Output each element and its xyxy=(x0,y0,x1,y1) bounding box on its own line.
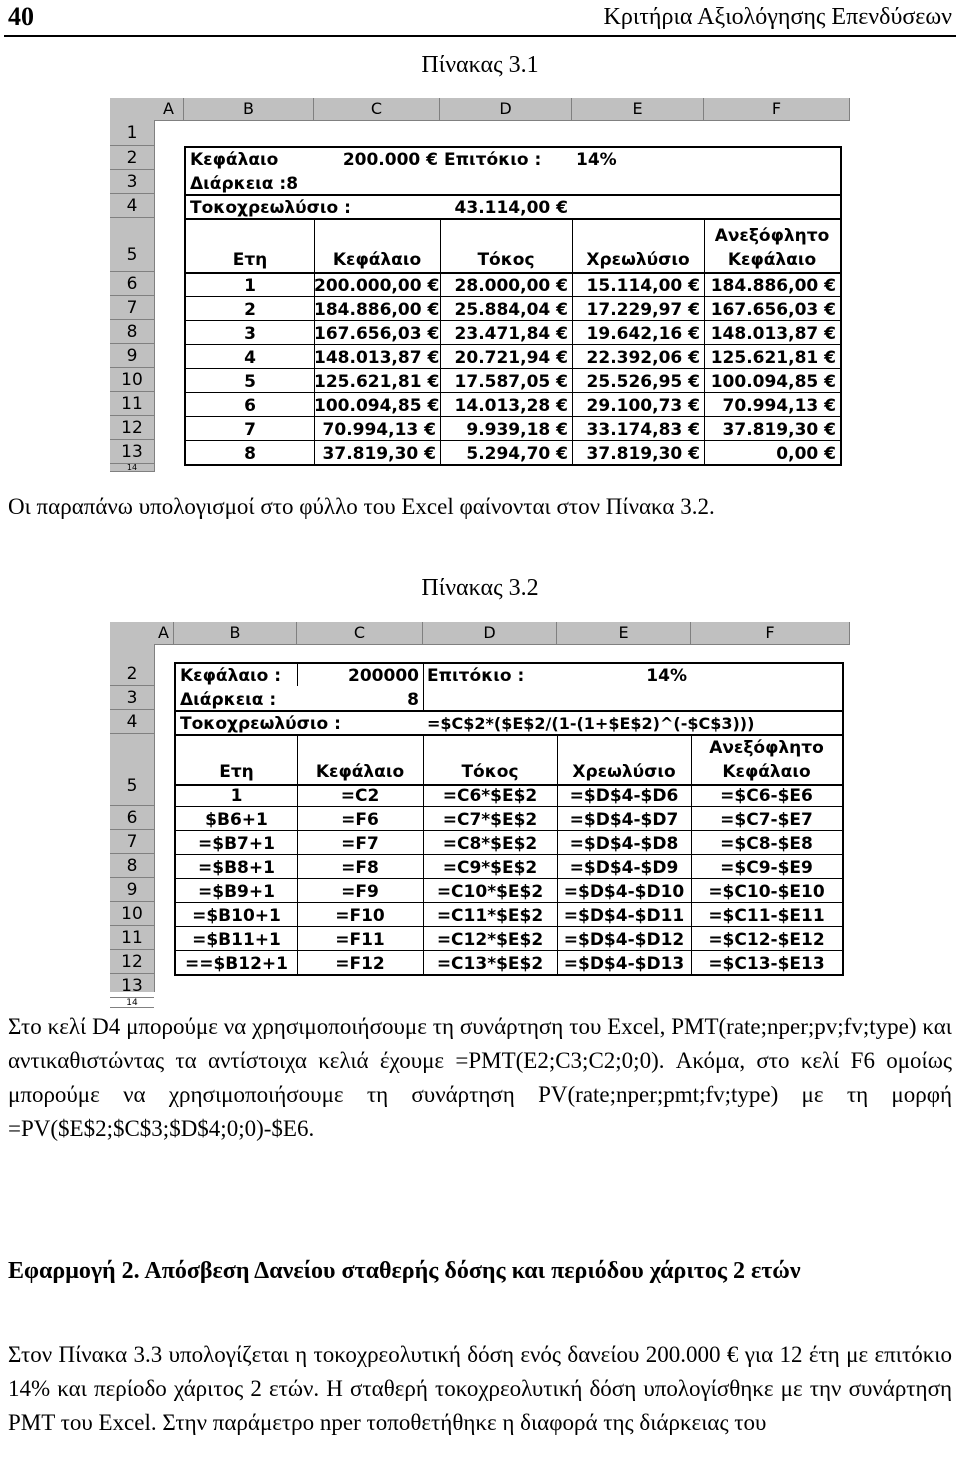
table-cell: 9.939,18 € xyxy=(466,420,568,440)
table-cell: 7 xyxy=(244,420,256,440)
table-cell: =$C11-$E11 xyxy=(708,906,825,926)
table-cell: 2 xyxy=(244,300,256,320)
table-cell: $B6+1 xyxy=(205,810,268,830)
row-header-5: 5 xyxy=(110,218,154,272)
row-header-11: 11 xyxy=(110,392,154,416)
table-cell: 184.886,00 € xyxy=(314,300,440,320)
row-header-10: 10 xyxy=(110,368,154,392)
table-cell: =$C12-$E12 xyxy=(708,930,825,950)
table-cell: =F11 xyxy=(335,930,385,950)
table2-spreadsheet xyxy=(110,622,850,1008)
table-cell: 167.656,03 € xyxy=(710,300,836,320)
row-header-6: 6 xyxy=(110,806,154,830)
grid-line xyxy=(842,662,844,976)
table-cell: 20.721,94 € xyxy=(454,348,568,368)
rate-value: 14% xyxy=(576,150,617,170)
row-header-1: 1 xyxy=(110,120,154,146)
column-header-a: A xyxy=(154,98,184,120)
rate-label: Επιτόκιο : xyxy=(427,666,525,686)
table-cell: 22.392,06 € xyxy=(586,348,700,368)
table-cell: 184.886,00 € xyxy=(710,276,836,296)
row-header-14: 14 xyxy=(110,464,154,472)
table-cell: 25.526,95 € xyxy=(586,372,700,392)
col-head-unpaid-line1: Ανεξόφλητο xyxy=(709,738,824,758)
grid-line xyxy=(840,146,842,466)
table-cell: =C13*$E$2 xyxy=(436,954,544,974)
annuity-label: Τοκοχρεωλύσιο : xyxy=(190,198,351,218)
row-header-8: 8 xyxy=(110,320,154,344)
capital-label: Κεφάλαιο xyxy=(190,150,279,170)
table-cell: =F9 xyxy=(341,882,379,902)
col-head-unpaid-line1: Ανεξόφλητο xyxy=(714,226,830,246)
row-header-bar xyxy=(110,644,155,1008)
col-head-unpaid-line2: Κεφάλαιο xyxy=(727,250,817,270)
table-cell: =$D$4-$D8 xyxy=(569,834,679,854)
table-cell: 17.229,97 € xyxy=(586,300,700,320)
annuity-label: Τοκοχρεωλύσιο : xyxy=(180,714,341,734)
row-header-3: 3 xyxy=(110,170,154,194)
table-cell: 100.094,85 € xyxy=(314,396,440,416)
table-cell: 70.994,13 € xyxy=(322,420,436,440)
table-cell: 4 xyxy=(244,348,256,368)
table-cell: 70.994,13 € xyxy=(722,396,836,416)
column-header-e: E xyxy=(557,622,691,644)
table-cell: =$B10+1 xyxy=(192,906,281,926)
rate-label: Επιτόκιο : xyxy=(444,150,542,170)
table-cell: =$B7+1 xyxy=(198,834,275,854)
table-cell: 148.013,87 € xyxy=(710,324,836,344)
table-cell: =C7*$E$2 xyxy=(442,810,538,830)
table-cell: 200.000,00 € xyxy=(314,276,440,296)
table-cell: 1 xyxy=(230,786,243,806)
pmt-explanation-paragraph: Στο κελί D4 μπορούμε να χρησιμοποιήσουμε τη συνάρτηση του Excel, PMT(rate;nper;pv;fv;type) και αντικαθιστώντας τα αντίστοιχα κελιά έχουμε =PMT(E2;C3;C2;0;0). Ακόμα, στο κελί F6 ομοίως μπορούμε να χρησιμοποιήσουμε τη συνάρτηση PV(rate;nper;pmt;fv;type) με τη μορφή =PV($E$2;$C$3;$D$4;0;0)-$E6. xyxy=(8,1014,952,1141)
running-title: Κριτήρια Αξιολόγησης Επενδύσεων xyxy=(603,4,952,30)
col-head-amortization: Χρεωλύσιο xyxy=(586,250,690,270)
table-cell: =$B8+1 xyxy=(198,858,275,878)
table-cell: =C6*$E$2 xyxy=(442,786,538,806)
section-heading: Εφαρμογή 2. Απόσβεση Δανείου σταθερής δόσης και περιόδου χάριτος 2 ετών xyxy=(8,1258,801,1284)
table-cell: 29.100,73 € xyxy=(586,396,700,416)
table-cell: =$D$4-$D6 xyxy=(569,786,679,806)
row-header-3: 3 xyxy=(110,686,154,710)
table-cell: 125.621,81 € xyxy=(314,372,440,392)
table-cell: =$D$4-$D12 xyxy=(563,930,685,950)
table-cell: 1 xyxy=(244,276,256,296)
table-cell: 23.471,84 € xyxy=(454,324,568,344)
table-cell: 125.621,81 € xyxy=(710,348,836,368)
col-head-years: Ετη xyxy=(219,762,254,782)
table-cell: 5.294,70 € xyxy=(466,444,568,464)
row-header-14: 14 xyxy=(110,998,154,1008)
table-cell: =$C7-$E7 xyxy=(720,810,813,830)
table-cell: =F10 xyxy=(335,906,385,926)
col-head-capital: Κεφάλαιο xyxy=(315,762,405,782)
intro-paragraph: Οι παραπάνω υπολογισμοί στο φύλλο του Excel φαίνονται στον Πίνακα 3.2. xyxy=(8,494,715,519)
column-header-d: D xyxy=(423,622,557,644)
table-cell: 5 xyxy=(244,372,256,392)
table-cell: 100.094,85 € xyxy=(710,372,836,392)
page-header xyxy=(0,0,960,34)
table-cell: =C2 xyxy=(340,786,380,806)
row-header-bar xyxy=(110,120,155,472)
column-header-b: B xyxy=(184,98,314,120)
table-cell: =$D$4-$D13 xyxy=(563,954,685,974)
column-header-a: A xyxy=(154,622,174,644)
table-cell: =C9*$E$2 xyxy=(442,858,538,878)
table-cell: 17.587,05 € xyxy=(454,372,568,392)
table-cell: =C8*$E$2 xyxy=(442,834,538,854)
table-cell: =F7 xyxy=(341,834,379,854)
table-cell: 28.000,00 € xyxy=(454,276,568,296)
table-cell: =$B9+1 xyxy=(198,882,275,902)
rate-value: 14% xyxy=(646,666,687,686)
row-header-2: 2 xyxy=(110,662,154,686)
column-header-e: E xyxy=(572,98,704,120)
table-cell: 3 xyxy=(244,324,256,344)
column-header-d: D xyxy=(440,98,572,120)
capital-value: 200.000 € xyxy=(342,150,438,170)
row-header-2: 2 xyxy=(110,146,154,170)
row-header-11: 11 xyxy=(110,926,154,950)
table-cell: 19.642,16 € xyxy=(586,324,700,344)
annuity-value: 43.114,00 € xyxy=(454,198,568,218)
row-header-10: 10 xyxy=(110,902,154,926)
table-cell: =$C10-$E10 xyxy=(708,882,825,902)
table-cell: 33.174,83 € xyxy=(586,420,700,440)
table-cell: =F8 xyxy=(341,858,379,878)
column-header-c: C xyxy=(314,98,440,120)
table-cell: =$C6-$E6 xyxy=(720,786,813,806)
duration-value: 8 xyxy=(407,690,419,710)
table-cell: =$C13-$E13 xyxy=(708,954,825,974)
column-header-f: F xyxy=(691,622,850,644)
row-header-9: 9 xyxy=(110,344,154,368)
row-header-13: 13 xyxy=(110,974,154,998)
table-cell: =C11*$E$2 xyxy=(436,906,544,926)
row-header-5: 5 xyxy=(110,734,154,806)
row-header-9: 9 xyxy=(110,878,154,902)
row-header-7: 7 xyxy=(110,830,154,854)
col-head-amortization: Χρεωλύσιο xyxy=(572,762,676,782)
col-head-unpaid-line2: Κεφάλαιο xyxy=(722,762,811,782)
table-cell: =F12 xyxy=(335,954,385,974)
row-header-12: 12 xyxy=(110,950,154,974)
row-header-4: 4 xyxy=(110,194,154,218)
column-header-f: F xyxy=(704,98,850,120)
column-header-bar xyxy=(110,622,850,645)
table-cell: 167.656,03 € xyxy=(314,324,440,344)
col-head-interest: Τόκος xyxy=(461,762,519,782)
table1-spreadsheet xyxy=(110,98,850,472)
column-header-c: C xyxy=(297,622,423,644)
table-cell: =$C9-$E9 xyxy=(720,858,813,878)
table-cell: 14.013,28 € xyxy=(454,396,568,416)
duration-label: Διάρκεια : xyxy=(180,690,277,710)
page-number: 40 xyxy=(8,2,34,31)
capital-label: Κεφάλαιο : xyxy=(180,666,282,686)
annuity-formula: =$C$2*($E$2/(1-(1+$E$2)^(-$C$3))) xyxy=(427,714,755,733)
table-cell: =C12*$E$2 xyxy=(436,930,544,950)
row-header-6: 6 xyxy=(110,272,154,296)
application-paragraph: Στον Πίνακα 3.3 υπολογίζεται η τοκοχρεολυτική δόση ενός δανείου 200.000 € για 12 έτη με επιτόκιο 14% και περίοδο χάριτος 2 ετών. Η σταθερή τοκοχρεολυτική δόση υπολογίσθηκε με την συνάρτηση PMT του Excel. Στην παράμετρο nper τοποθετήθηκε η διαφορά της διάρκειας του xyxy=(8,1342,952,1435)
table-cell: 37.819,30 € xyxy=(722,420,836,440)
row-header-8: 8 xyxy=(110,854,154,878)
table-cell: 8 xyxy=(244,444,256,464)
row-header-4: 4 xyxy=(110,710,154,734)
col-head-interest: Τόκος xyxy=(477,250,535,270)
table-cell: 15.114,00 € xyxy=(586,276,700,296)
table-cell: =$D$4-$D7 xyxy=(569,810,679,830)
table-cell: 25.884,04 € xyxy=(454,300,568,320)
row-header-7: 7 xyxy=(110,296,154,320)
row-header-12: 12 xyxy=(110,416,154,440)
duration-label: Διάρκεια :8 xyxy=(190,174,299,194)
table2-caption: Πίνακας 3.2 xyxy=(421,575,539,601)
table-cell: 37.819,30 € xyxy=(586,444,700,464)
table-cell: 37.819,30 € xyxy=(322,444,436,464)
row-header-13: 13 xyxy=(110,440,154,464)
table-cell: ==$B12+1 xyxy=(184,954,288,974)
table-cell: 6 xyxy=(244,396,256,416)
col-head-years: Ετη xyxy=(232,250,268,270)
capital-value: 200000 xyxy=(348,666,419,686)
column-header-b: B xyxy=(174,622,297,644)
table-cell: =$D$4-$D11 xyxy=(563,906,685,926)
table-cell: =$D$4-$D10 xyxy=(563,882,685,902)
table-cell: 148.013,87 € xyxy=(314,348,440,368)
table-cell: =$B11+1 xyxy=(192,930,281,950)
col-head-capital: Κεφάλαιο xyxy=(332,250,422,270)
table1-caption: Πίνακας 3.1 xyxy=(421,52,539,78)
header-rule xyxy=(4,35,956,37)
table-cell: =$D$4-$D9 xyxy=(569,858,679,878)
table-cell: =F6 xyxy=(341,810,379,830)
column-header-bar xyxy=(110,98,850,121)
table-cell: =$C8-$E8 xyxy=(720,834,813,854)
table-cell: 0,00 € xyxy=(776,444,836,464)
table-cell: =C10*$E$2 xyxy=(436,882,544,902)
